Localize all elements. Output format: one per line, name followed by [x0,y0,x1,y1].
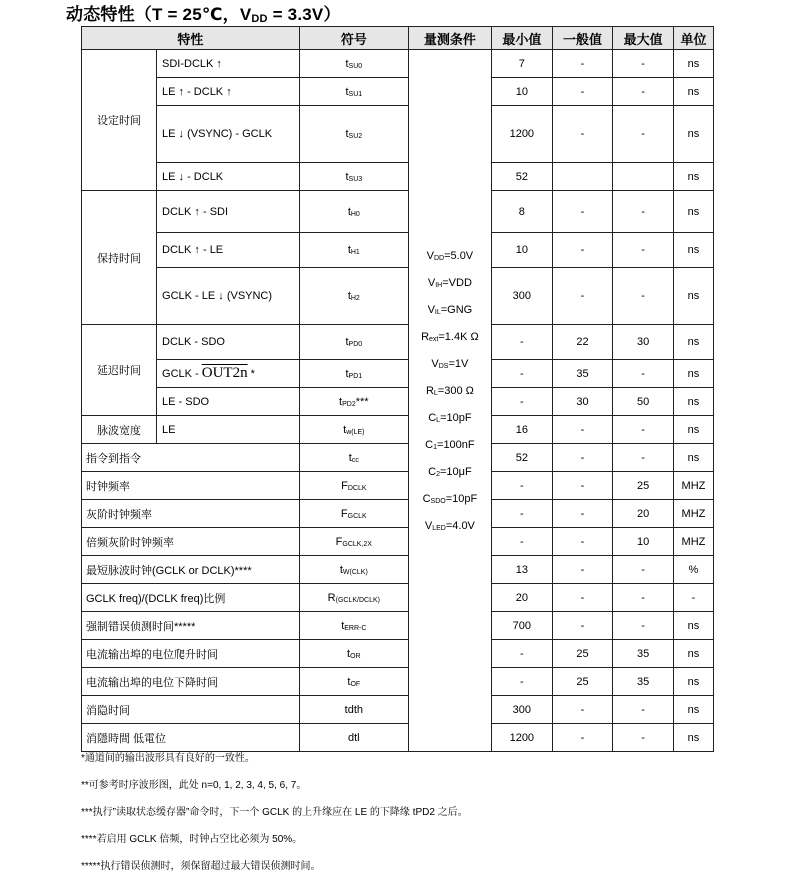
unit-cell: ns [673,640,713,668]
table-row [82,528,714,556]
symbol-cell: dtl [299,724,408,752]
typ-cell: 30 [552,388,613,416]
symbol-cell: $t_{W(CLK)}$ [299,556,408,584]
unit-cell: ns [673,191,713,233]
param-cell: DCLK ↑ - SDI [157,191,300,233]
unit-cell: ns [673,724,713,752]
unit-cell: ns [673,325,713,360]
max-cell: - [613,78,674,106]
unit-cell: ns [673,668,713,696]
min-cell: 1200 [492,724,553,752]
unit-cell: ns [673,106,713,163]
symbol-cell: $t_{H2}$ [299,268,408,325]
max-cell: - [613,584,674,612]
table-row [82,584,714,612]
max-cell: 10 [613,528,674,556]
group-label-pulse: 脉波宽度 [82,416,157,444]
unit-cell: ns [673,163,713,191]
min-cell: - [492,500,553,528]
table-row [82,472,714,500]
unit-cell: ns [673,268,713,325]
typ-cell: - [552,528,613,556]
param-cell: DCLK - SDO [157,325,300,360]
unit-cell: ns [673,612,713,640]
min-cell: - [492,528,553,556]
typ-cell: - [552,268,613,325]
footnote-3: ***执行”读取状态缓存器”命令时，下一个 GCLK 的上升缘应在 LE 的下降缘 tPD2 之后。 [81,807,468,818]
max-cell: - [613,106,674,163]
table-row [82,500,714,528]
min-cell: 52 [492,444,553,472]
dynamic-characteristics-table [81,26,714,752]
min-cell: 52 [492,163,553,191]
table-row [82,163,714,191]
condition-c1: $C_1=100nF$ [425,439,475,451]
typ-cell: - [552,106,613,163]
typ-cell: - [552,191,613,233]
param-cell: 电流输出埠的电位下降时间 [82,668,300,696]
param-cell: LE - SDO [157,388,300,416]
unit-cell: ns [673,416,713,444]
unit-cell: ns [673,233,713,268]
symbol-cell: $F_{GCLK,2X}$ [299,528,408,556]
min-cell: 7 [492,50,553,78]
symbol-cell: $t_{ERR-C}$ [299,612,408,640]
typ-cell [552,163,613,191]
param-cell: 倍频灰阶时钟频率 [82,528,300,556]
table-row [82,640,714,668]
typ-cell: - [552,612,613,640]
condition-vdd: $V_{DD}=5.0V$ [426,250,474,262]
header-property: 特性 [82,27,300,50]
header-min: 最小值 [492,27,553,50]
max-cell: 50 [613,388,674,416]
param-cell: LE [157,416,300,444]
typ-cell: - [552,50,613,78]
min-cell: 300 [492,268,553,325]
param-cell: 指令到指令 [82,444,300,472]
table-row [82,444,714,472]
max-cell: 20 [613,500,674,528]
typ-cell: - [552,444,613,472]
header-typ: 一般值 [552,27,613,50]
symbol-cell: $t_{OR}$ [299,640,408,668]
condition-rext: $R_{ext}=1.4K$ Ω [421,331,479,343]
symbol-cell: $t_{PD0}$ [299,325,408,360]
typ-cell: 35 [552,360,613,388]
param-cell: 消隱時間 低電位 [82,724,300,752]
max-cell: - [613,360,674,388]
max-cell: - [613,444,674,472]
unit-cell: ns [673,444,713,472]
symbol-cell: $t_{PD1}$ [299,360,408,388]
footnote-5: *****执行错误侦测时，须保留超过最大错误侦测时间。 [81,861,321,872]
symbol-cell: $t_{SU0}$ [299,50,408,78]
symbol-cell: $t_{SU1}$ [299,78,408,106]
symbol-cell: $t_{SU3}$ [299,163,408,191]
max-cell: - [613,268,674,325]
param-cell: 时钟频率 [82,472,300,500]
typ-cell: - [552,724,613,752]
typ-cell: - [552,416,613,444]
param-cell: GCLK freq)/(DCLK freq)比例 [82,584,300,612]
group-label-setup: 设定时间 [82,50,157,191]
param-cell: GCLK - LE ↓ (VSYNC) [157,268,300,325]
min-cell: 13 [492,556,553,584]
symbol-cell: $t_{OF}$ [299,668,408,696]
header-max: 最大值 [613,27,674,50]
max-cell: - [613,696,674,724]
max-cell: - [613,724,674,752]
min-cell: - [492,640,553,668]
min-cell: 20 [492,584,553,612]
min-cell: - [492,325,553,360]
param-cell: 灰阶时钟频率 [82,500,300,528]
typ-cell: - [552,233,613,268]
unit-cell: MHZ [673,500,713,528]
symbol-cell: $F_{GCLK}$ [299,500,408,528]
param-cell: LE ↓ (VSYNC) - GCLK [157,106,300,163]
typ-cell: - [552,78,613,106]
table-row [82,106,714,163]
min-cell: - [492,388,553,416]
param-cell: LE ↑ - DCLK ↑ [157,78,300,106]
condition-c2: $C_2=10\mu F$ [428,466,472,478]
table-row [82,78,714,106]
table-row [82,325,714,360]
group-label-delay: 延迟时间 [82,325,157,416]
max-cell: 25 [613,472,674,500]
table-header-row [82,27,714,50]
max-cell: - [613,233,674,268]
table-row [82,388,714,416]
table-row [82,191,714,233]
typ-cell: - [552,696,613,724]
group-label-hold: 保持时间 [82,191,157,325]
table-row [82,233,714,268]
param-cell: 消隐时间 [82,696,300,724]
condition-rl: $R_L=300$ Ω [425,385,474,397]
max-cell: - [613,191,674,233]
symbol-cell: $t_{w(LE)}$ [299,416,408,444]
min-cell: 700 [492,612,553,640]
typ-cell: 22 [552,325,613,360]
header-condition: 量测条件 [408,27,491,50]
typ-cell: - [552,472,613,500]
typ-cell: - [552,584,613,612]
symbol-cell: $F_{DCLK}$ [299,472,408,500]
unit-cell: ns [673,388,713,416]
table-row [82,668,714,696]
min-cell: 8 [492,191,553,233]
unit-cell: % [673,556,713,584]
unit-cell: MHZ [673,528,713,556]
table-row [82,612,714,640]
min-cell: - [492,668,553,696]
param-cell: 最短脉波时钟(GCLK or DCLK)**** [82,556,300,584]
condition-vil: $V_{IL}=GNG$ [427,304,473,316]
symbol-cell: $t_{SU2}$ [299,106,408,163]
max-cell [613,163,674,191]
param-cell: SDI-DCLK ↑ [157,50,300,78]
condition-vih: $V_{IH}=VDD$ [427,277,472,289]
min-cell: 300 [492,696,553,724]
min-cell: 10 [492,233,553,268]
max-cell: 30 [613,325,674,360]
condition-cell [408,50,491,752]
unit-cell: ns [673,696,713,724]
header-unit: 单位 [673,27,713,50]
max-cell: - [613,612,674,640]
max-cell: - [613,416,674,444]
max-cell: - [613,50,674,78]
footnote-4: ****若启用 GCLK 倍频，时钟占空比必须为 50%。 [81,834,303,845]
param-cell: 强制错误侦测时间***** [82,612,300,640]
param-cell: LE ↓ - DCLK [157,163,300,191]
condition-cl: $C_L=10pF$ [428,412,472,424]
param-cell: GCLK - OUT2n * [157,360,300,388]
typ-cell: 25 [552,668,613,696]
table-row [82,50,714,78]
min-cell: - [492,360,553,388]
param-cell: DCLK ↑ - LE [157,233,300,268]
unit-cell: ns [673,360,713,388]
table-row [82,360,714,388]
symbol-cell: $R_{(GCLK/DCLK)}$ [299,584,408,612]
table-row [82,416,714,444]
typ-cell: - [552,556,613,584]
condition-csdo: $C_{SDO}=10pF$ [422,493,478,505]
condition-vds: $V_{DS}=1V$ [431,358,469,370]
footnote-1: *通道间的输出波形具有良好的一致性。 [81,753,255,764]
min-cell: 10 [492,78,553,106]
table-row [82,268,714,325]
symbol-cell: $t_{PD2}***$ [299,388,408,416]
symbol-cell: $t_{H1}$ [299,233,408,268]
page-title: 动态特性（T = 25℃，$V_{DD} = 3.3V$） [66,5,341,25]
unit-cell: - [673,584,713,612]
max-cell: 35 [613,640,674,668]
unit-cell: MHZ [673,472,713,500]
unit-cell: ns [673,50,713,78]
min-cell: 1200 [492,106,553,163]
footnote-2: **可参考时序波形图，此处 n=0, 1, 2, 3, 4, 5, 6, 7。 [81,780,307,791]
symbol-cell: $t_{cc}$ [299,444,408,472]
min-cell: 16 [492,416,553,444]
typ-cell: 25 [552,640,613,668]
min-cell: - [492,472,553,500]
max-cell: - [613,556,674,584]
header-symbol: 符号 [299,27,408,50]
table-row [82,556,714,584]
footnotes [81,745,468,880]
table-row [82,696,714,724]
param-cell: 电流输出埠的电位爬升时间 [82,640,300,668]
symbol-cell: $t_{H0}$ [299,191,408,233]
max-cell: 35 [613,668,674,696]
condition-vled: $V_{LED}=4.0V$ [424,520,475,532]
unit-cell: ns [673,78,713,106]
symbol-cell: tdth [299,696,408,724]
typ-cell: - [552,500,613,528]
